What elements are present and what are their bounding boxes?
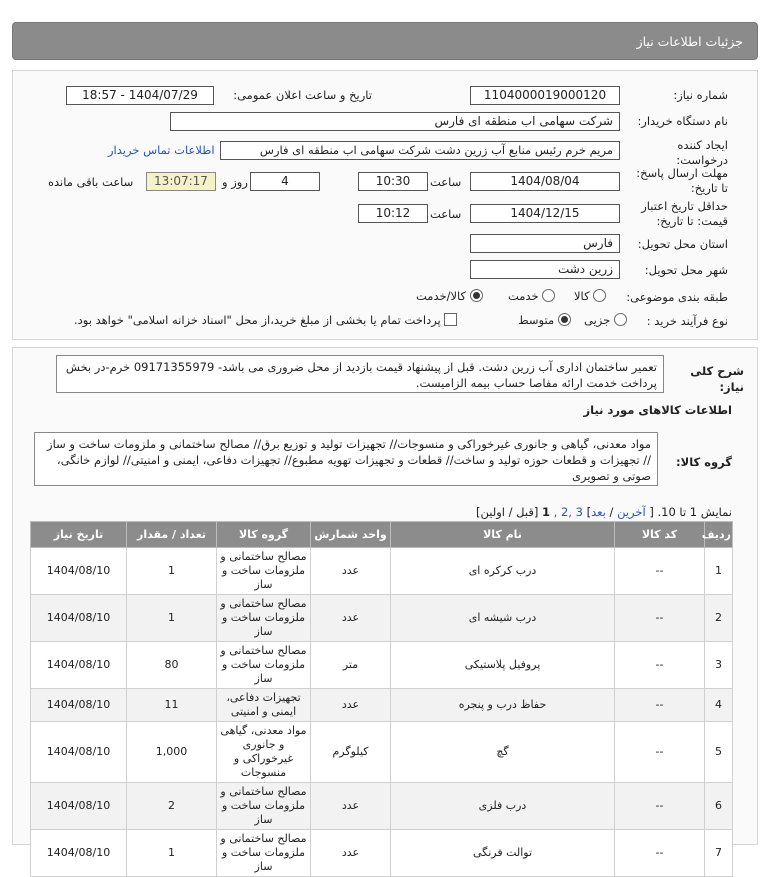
process-option-minor[interactable] (584, 313, 627, 327)
radio-goods-service[interactable] (470, 289, 483, 302)
announce-field: 1404/07/29 - 18:57 (66, 86, 214, 105)
buyer-contact-link[interactable]: اطلاعات تماس خریدار (108, 143, 215, 157)
buyer-field: شرکت سهامی اب منطقه ای فارس (170, 112, 620, 131)
cell-row: 1 (705, 548, 733, 595)
city-field: زرین دشت (470, 260, 620, 279)
need-number-field: 1104000019000120 (470, 86, 620, 105)
cell-unit: کیلوگرم (311, 722, 391, 783)
cell-row: 2 (705, 595, 733, 642)
cell-qty: 1 (127, 548, 217, 595)
creator-field: مریم خرم رئیس منابع آب زرین دشت شرکت سهامی اب منطقه ای فارس (220, 141, 620, 160)
cell-row: 4 (705, 689, 733, 722)
table-header-row (31, 522, 733, 548)
cell-name: پروفیل پلاستیکی (391, 642, 615, 689)
cell-group: مصالح ساختمانی و ملزومات ساخت و ساز (217, 595, 311, 642)
process-option-medium[interactable] (518, 313, 571, 327)
cell-row: 6 (705, 783, 733, 830)
category-option-goods[interactable] (574, 289, 606, 303)
process-label: نوع فرآیند خرید : (646, 314, 728, 328)
col-group: گروه کالا (217, 522, 311, 548)
cell-code: -- (615, 595, 705, 642)
cell-group: تجهیزات دفاعی، ایمنی و امنیتی (217, 689, 311, 722)
remaining-label: ساعت باقی مانده (48, 175, 134, 189)
province-field: فارس (470, 234, 620, 253)
cell-date: 1404/08/10 (31, 783, 127, 830)
need-number-label: شماره نیاز: (673, 88, 728, 102)
cell-qty: 1 (127, 830, 217, 877)
col-qty: تعداد / مقدار (127, 522, 217, 548)
cell-date: 1404/08/10 (31, 595, 127, 642)
category-label: طبقه بندی موضوعی: (626, 290, 728, 304)
cell-code: -- (615, 722, 705, 783)
cell-code: -- (615, 783, 705, 830)
cell-name: درب کرکره ای (391, 548, 615, 595)
page-header (12, 22, 758, 60)
table-row[interactable] (31, 722, 733, 783)
cell-date: 1404/08/10 (31, 722, 127, 783)
creator-label: ایجاد کننده درخواست: (676, 138, 728, 167)
cell-code: -- (615, 548, 705, 595)
cell-group: مصالح ساختمانی و ملزومات ساخت و ساز (217, 642, 311, 689)
cell-code: -- (615, 642, 705, 689)
pagination: نمایش 1 تا 10. [ آخرین / بعد] 3 ,2 , 1 [قبل / اولین] (476, 505, 732, 519)
col-code: کد کالا (615, 522, 705, 548)
cell-unit: عدد (311, 689, 391, 722)
buyer-label: نام دستگاه خریدار: (637, 114, 728, 128)
payment-note (74, 313, 457, 327)
table-row[interactable] (31, 830, 733, 877)
cell-unit: عدد (311, 595, 391, 642)
cell-group: مصالح ساختمانی و ملزومات ساخت و ساز (217, 830, 311, 877)
category-option-service-label: خدمت (508, 289, 539, 303)
cell-name: درب شیشه ای (391, 595, 615, 642)
category-option-goods-service-label: کالا/خدمت (416, 289, 467, 303)
payment-checkbox[interactable] (444, 313, 457, 326)
cell-group: مواد معدنی، گیاهی و جانوری غیرخوراکی و منسوجات (217, 722, 311, 783)
cell-qty: 1 (127, 595, 217, 642)
payment-note-text: پرداخت تمام یا بخشی از مبلغ خرید،از محل "اسناد خزانه اسلامی" خواهد بود. (74, 313, 441, 327)
category-option-goods-label: کالا (574, 289, 590, 303)
col-name: نام کالا (391, 522, 615, 548)
reply-deadline-label: مهلت ارسال پاسخ: تا تاریخ: (636, 166, 728, 195)
announce-label: تاریخ و ساعت اعلان عمومی: (233, 88, 372, 102)
cell-name: درب فلزی (391, 783, 615, 830)
cell-name: گچ (391, 722, 615, 783)
cell-qty: 2 (127, 783, 217, 830)
page-title: جزئیات اطلاعات نیاز (636, 34, 743, 49)
category-option-goods-service[interactable] (416, 289, 483, 303)
cell-unit: عدد (311, 548, 391, 595)
cell-date: 1404/08/10 (31, 689, 127, 722)
remaining-time-field: 13:07:17 (146, 172, 216, 191)
col-date: تاریخ نیاز (31, 522, 127, 548)
cell-date: 1404/08/10 (31, 548, 127, 595)
category-option-service[interactable] (508, 289, 555, 303)
cell-code: -- (615, 830, 705, 877)
days-label: روز و (222, 175, 248, 189)
description-text: تعمیر ساختمان اداری آب زرین دشت. قبل از پیشنهاد قیمت بازدید از محل ضروری می باشد- 09171355979 خرم-در بخش پرداخت خدمت ارائه مفاصا حساب بیمه الزامیست. (56, 355, 664, 393)
description-label: شرح کلی نیاز: (690, 364, 744, 394)
pagination-current: 1 (541, 505, 550, 519)
cell-date: 1404/08/10 (31, 830, 127, 877)
table-row[interactable] (31, 548, 733, 595)
radio-minor[interactable] (614, 313, 627, 326)
col-row: ردیف (705, 522, 733, 548)
cell-group: مصالح ساختمانی و ملزومات ساخت و ساز (217, 548, 311, 595)
cell-group: مصالح ساختمانی و ملزومات ساخت و ساز (217, 783, 311, 830)
cell-name: توالت فرنگی (391, 830, 615, 877)
table-row[interactable] (31, 783, 733, 830)
items-table (30, 521, 733, 877)
cell-row: 7 (705, 830, 733, 877)
validity-label: حداقل تاریخ اعتبار قیمت: تا تاریخ: (641, 199, 728, 228)
goods-section-title: اطلاعات کالاهای مورد نیاز (583, 403, 732, 417)
pagination-tail: [قبل / اولین] (476, 505, 539, 519)
process-option-medium-label: متوسط (518, 313, 555, 327)
radio-goods[interactable] (593, 289, 606, 302)
pagination-last[interactable]: آخرین (617, 505, 646, 519)
days-field: 4 (250, 172, 320, 191)
cell-qty: 80 (127, 642, 217, 689)
pagination-sep: / (605, 505, 618, 519)
cell-name: حفاظ درب و پنجره (391, 689, 615, 722)
province-label: استان محل تحویل: (637, 237, 728, 251)
cell-row: 3 (705, 642, 733, 689)
reply-time-label: ساعت (430, 175, 462, 189)
cell-code: -- (615, 689, 705, 722)
validity-date-field: 1404/12/15 (470, 204, 620, 223)
goods-group-label: گروه کالا: (676, 455, 732, 469)
validity-time-field: 10:12 (358, 204, 428, 223)
col-unit: واحد شمارش (311, 522, 391, 548)
pagination-showing: نمایش 1 تا 10. [ (649, 505, 732, 519)
cell-qty: 11 (127, 689, 217, 722)
pagination-pages[interactable]: 3 ,2 , (553, 505, 583, 519)
reply-time-field: 10:30 (358, 172, 428, 191)
reply-date-field: 1404/08/04 (470, 172, 620, 191)
goods-group-text: مواد معدنی، گیاهی و جانوری غیرخوراکی و منسوجات// تجهیزات تولید و توزیع برق// مصالح ساختمانی و ملزومات ساخت و ساز // تجهیزات و قطعات حوزه تولید و ساخت// قطعات و تجهیزات تهویه مطبوع// تجهیزات دفاعی، ایمنی و امنیتی// لوازم خانگی، صوتی و تصویری (34, 432, 658, 486)
city-label: شهر محل تحویل: (644, 263, 728, 277)
validity-time-label: ساعت (430, 207, 462, 221)
radio-medium[interactable] (558, 313, 571, 326)
cell-unit: عدد (311, 783, 391, 830)
process-option-minor-label: جزیی (584, 313, 611, 327)
cell-unit: متر (311, 642, 391, 689)
table-row[interactable] (31, 689, 733, 722)
cell-qty: 1,000 (127, 722, 217, 783)
cell-date: 1404/08/10 (31, 642, 127, 689)
cell-row: 5 (705, 722, 733, 783)
cell-unit: عدد (311, 830, 391, 877)
pagination-next[interactable]: بعد (591, 505, 606, 519)
radio-service[interactable] (542, 289, 555, 302)
table-row[interactable] (31, 642, 733, 689)
table-row[interactable] (31, 595, 733, 642)
